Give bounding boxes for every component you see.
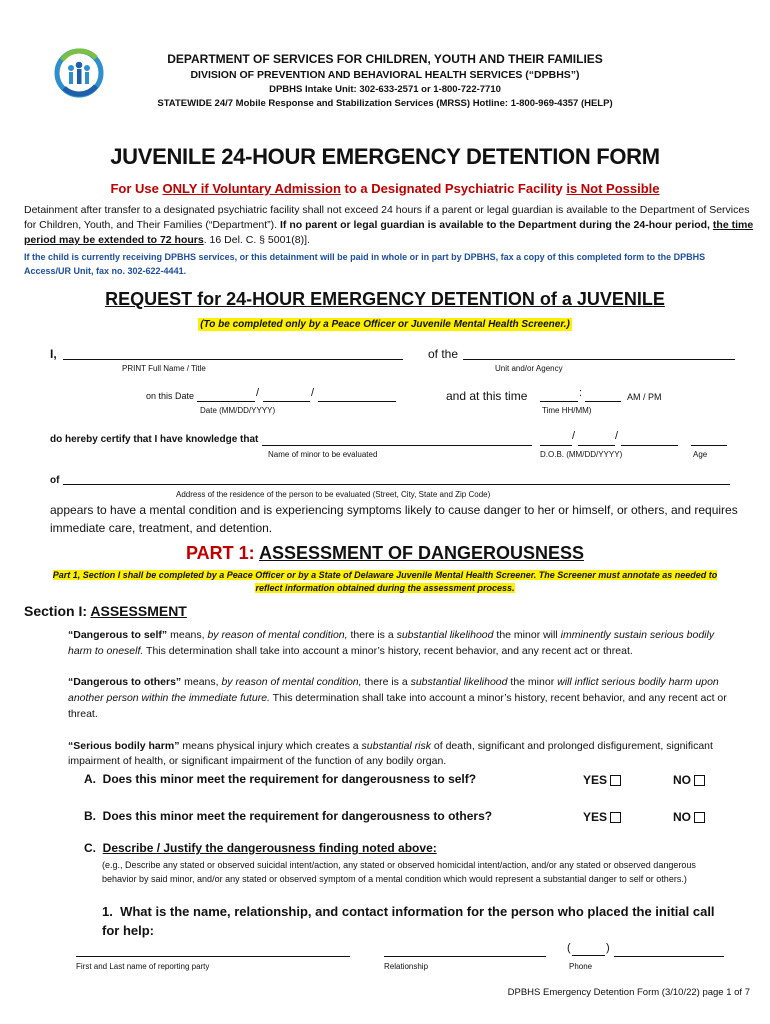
q-a-yes-checkbox[interactable] (610, 775, 621, 786)
i-label: I, (50, 347, 57, 361)
print-name-label: PRINT Full Name / Title (122, 364, 206, 373)
phone-label: Phone (569, 962, 593, 971)
first-last-label: First and Last name of reporting party (76, 962, 210, 971)
dob-month-field[interactable] (540, 445, 572, 446)
request-title: REQUEST for 24-HOUR EMERGENCY DETENTION of a JUVENILE (105, 289, 665, 309)
q-a-no[interactable]: NO (673, 773, 705, 787)
of-the-label: of the (428, 347, 459, 361)
q-a-yes[interactable]: YES (583, 773, 621, 787)
dob-label: D.O.B. (MM/DD/YYYY) (540, 450, 623, 459)
question-1: 1. What is the name, relationship, and contact information for the person who placed the initial call for help: (102, 904, 715, 938)
date-day-field[interactable] (263, 401, 310, 402)
serious-harm-definition: “Serious bodily harm” means physical injury which creates a substantial risk of death, significant and prolonged disfigurement, significant impairment of health, or significant impairment of the function of any bodily organ. (68, 740, 713, 767)
certify-label: do hereby certify that I have knowledge that (50, 434, 259, 445)
q-b-yes-checkbox[interactable] (610, 812, 621, 823)
section1-heading: Section I: ASSESSMENT (24, 603, 187, 619)
address-label: Address of the residence of the person to be evaluated (Street, City, State and Zip Code) (176, 490, 491, 499)
unit-agency-label: Unit and/or Agency (495, 364, 563, 373)
form-title: JUVENILE 24-HOUR EMERGENCY DETENTION FORM (110, 144, 660, 169)
q-b-yes[interactable]: YES (583, 810, 621, 824)
ampm-label: AM / PM (627, 392, 662, 402)
q-a-no-checkbox[interactable] (694, 775, 705, 786)
unit-agency-field[interactable] (463, 359, 735, 360)
part1-heading: PART 1: ASSESSMENT OF DANGEROUSNESS (185, 543, 585, 563)
date-format-label: Date (MM/DD/YYYY) (200, 406, 276, 415)
hotline-line: STATEWIDE 24/7 Mobile Response and Stabilization Services (MRSS) Hotline: 1-800-969-4357 (HELP) (157, 98, 613, 109)
question-b: B. Does this minor meet the requirement for dangerousness to others? (84, 809, 493, 823)
question-c: C. Describe / Justify the dangerousness finding noted above: (84, 841, 437, 855)
dob-day-field[interactable] (578, 445, 615, 446)
question-c-note: (e.g., Describe any stated or observed suicidal intent/action, any stated or observed homicidal intent/action, and/or any stated or observed dangerous behavior by said minor, and/or any stated or observed symptom of a mental condition which would represent a substantial danger to self or others.) (102, 860, 696, 884)
date-month-field[interactable] (197, 401, 255, 402)
dob-year-field[interactable] (621, 445, 678, 446)
part1-note: Part 1, Section I shall be completed by a Peace Officer or by a State of Delaware Juvenile Mental Health Screener. The Screener must annotate as needed to reflect information obtained during the assessment process. (52, 570, 718, 593)
request-note: (To be completed only by a Peace Officer or Juvenile Mental Health Screener.) (200, 319, 570, 330)
page-footer: DPBHS Emergency Detention Form (3/10/22) page 1 of 7 (507, 987, 750, 998)
age-label: Age (693, 450, 708, 459)
intake-line: DPBHS Intake Unit: 302-633-2571 or 1-800-722-7710 (269, 84, 501, 95)
time-minute-field[interactable] (585, 401, 621, 402)
appears-statement: appears to have a mental condition and is experiencing symptoms likely to cause danger to her or himself, or others, and requires immediate care, treatment, and detention. (50, 503, 738, 535)
relationship-field[interactable] (384, 956, 546, 957)
relationship-label: Relationship (384, 962, 429, 971)
on-date-label: on this Date (146, 391, 195, 401)
q-b-no-checkbox[interactable] (694, 812, 705, 823)
division-heading: DIVISION OF PREVENTION AND BEHAVIORAL HEALTH SERVICES (“DPBHS”) (190, 69, 580, 81)
minor-name-label: Name of minor to be evaluated (268, 450, 378, 459)
dangerous-others-definition: “Dangerous to others” means, by reason of mental condition, there is a substantial likelihood the minor will inflict serious bodily harm upon another person within the immediate future. This determination shall take into account a minor’s history, recent behavior, and any recent act or threat. (68, 676, 727, 720)
of-label: of (50, 475, 60, 486)
intro-paragraph: Detainment after transfer to a designated psychiatric facility shall not exceed 24 hours if a parent or legal guardian is available to the Department of Services for Children, Youth, and Their Families (“Department”). If no parent or legal guardian is available to the Department during the 24-hour period, the time period may be extended to 72 hours. 16 Del. C. § 5001(8)]. (24, 204, 754, 246)
question-a: A. Does this minor meet the requirement for dangerousness to self? (84, 772, 477, 786)
time-hour-field[interactable] (540, 401, 578, 402)
q-b-no[interactable]: NO (673, 810, 705, 824)
reporting-party-name-field[interactable] (76, 956, 350, 957)
date-year-field[interactable] (318, 401, 396, 402)
age-field[interactable] (691, 445, 727, 446)
fax-notice: If the child is currently receiving DPBHS services, or this detainment will be paid in whole or in part by DPBHS, fax a copy of this completed form to the DPBHS Access/UR Unit, fax no. 302-622-4441. (24, 252, 706, 276)
form-subtitle: For Use ONLY if Voluntary Admission to a Designated Psychiatric Facility is Not Possible (110, 181, 660, 196)
at-time-label: and at this time (446, 389, 528, 403)
phone-number-field[interactable] (614, 956, 724, 957)
phone-area-field[interactable] (572, 955, 605, 956)
dangerous-self-definition: “Dangerous to self” means, by reason of mental condition, there is a substantial likelihood the minor will imminently sustain serious bodily harm to oneself. This determination shall take into account a minor’s history, recent behavior, and any recent act or threat. (68, 629, 715, 657)
time-format-label: Time HH/MM) (542, 406, 592, 415)
address-field[interactable] (63, 484, 730, 485)
dept-heading: DEPARTMENT OF SERVICES FOR CHILDREN, YOUTH AND THEIR FAMILIES (167, 52, 603, 66)
full-name-field[interactable] (63, 359, 403, 360)
minor-name-field[interactable] (262, 445, 532, 446)
